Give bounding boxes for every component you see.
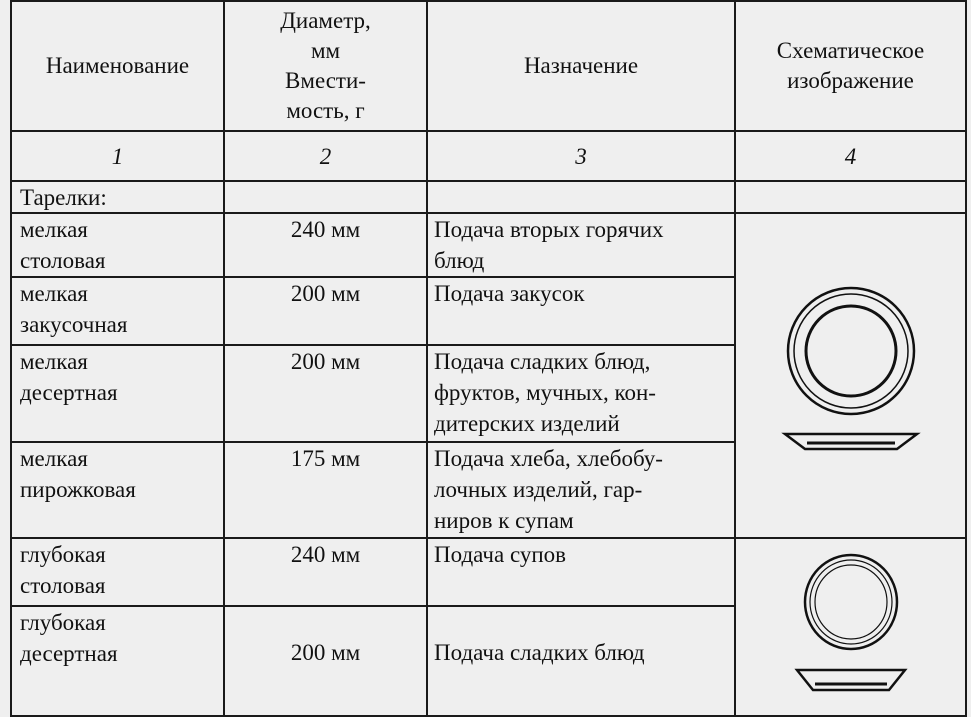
plate-size: 200 мм: [224, 606, 427, 716]
plate-size: 240 мм: [224, 538, 427, 606]
plates-table: [10, 0, 967, 717]
header-row: [11, 1, 966, 131]
header-purpose: Назначение: [427, 1, 735, 131]
group-label: Тарелки:: [11, 181, 224, 213]
plate-purpose: Подача сладких блюд: [427, 606, 735, 716]
plate-purpose: Подача супов: [427, 538, 735, 606]
deep-plate-cell: [735, 538, 966, 716]
table-row: [11, 213, 966, 277]
group-row: [11, 181, 966, 213]
plate-purpose: Подача закусок: [427, 277, 735, 345]
plate-name: мелкая десертная: [11, 345, 224, 442]
plate-size: 200 мм: [224, 345, 427, 442]
plate-name: мелкая столовая: [11, 213, 224, 277]
table-row: [11, 538, 966, 606]
deep-plate-icon: [781, 542, 921, 712]
column-number: 4: [735, 131, 966, 181]
plate-name: глубокая десертная: [11, 606, 224, 716]
shallow-plate-icon: [771, 286, 931, 466]
shallow-plate-cell: [735, 213, 966, 538]
plate-purpose: Подача сладких блюд, фруктов, мучных, кон- дитерских изделий: [427, 345, 735, 442]
plate-size: 240 мм: [224, 213, 427, 277]
plate-size: 175 мм: [224, 442, 427, 538]
header-image: Схематическое изображение: [735, 1, 966, 131]
plate-name: глубокая столовая: [11, 538, 224, 606]
column-number: 2: [224, 131, 427, 181]
plate-purpose: Подача хлеба, хлебобу- лочных изделий, гар- ниров к супам: [427, 442, 735, 538]
column-number: 1: [11, 131, 224, 181]
column-number: 3: [427, 131, 735, 181]
plate-purpose: Подача вторых горячих блюд: [427, 213, 735, 277]
plate-name: мелкая пирожковая: [11, 442, 224, 538]
plate-name: мелкая закусочная: [11, 277, 224, 345]
header-name: Наименование: [11, 1, 224, 131]
plate-size: 200 мм: [224, 277, 427, 345]
header-diameter: Диаметр, мм Вмести- мость, г: [224, 1, 427, 131]
column-number-row: [11, 131, 966, 181]
